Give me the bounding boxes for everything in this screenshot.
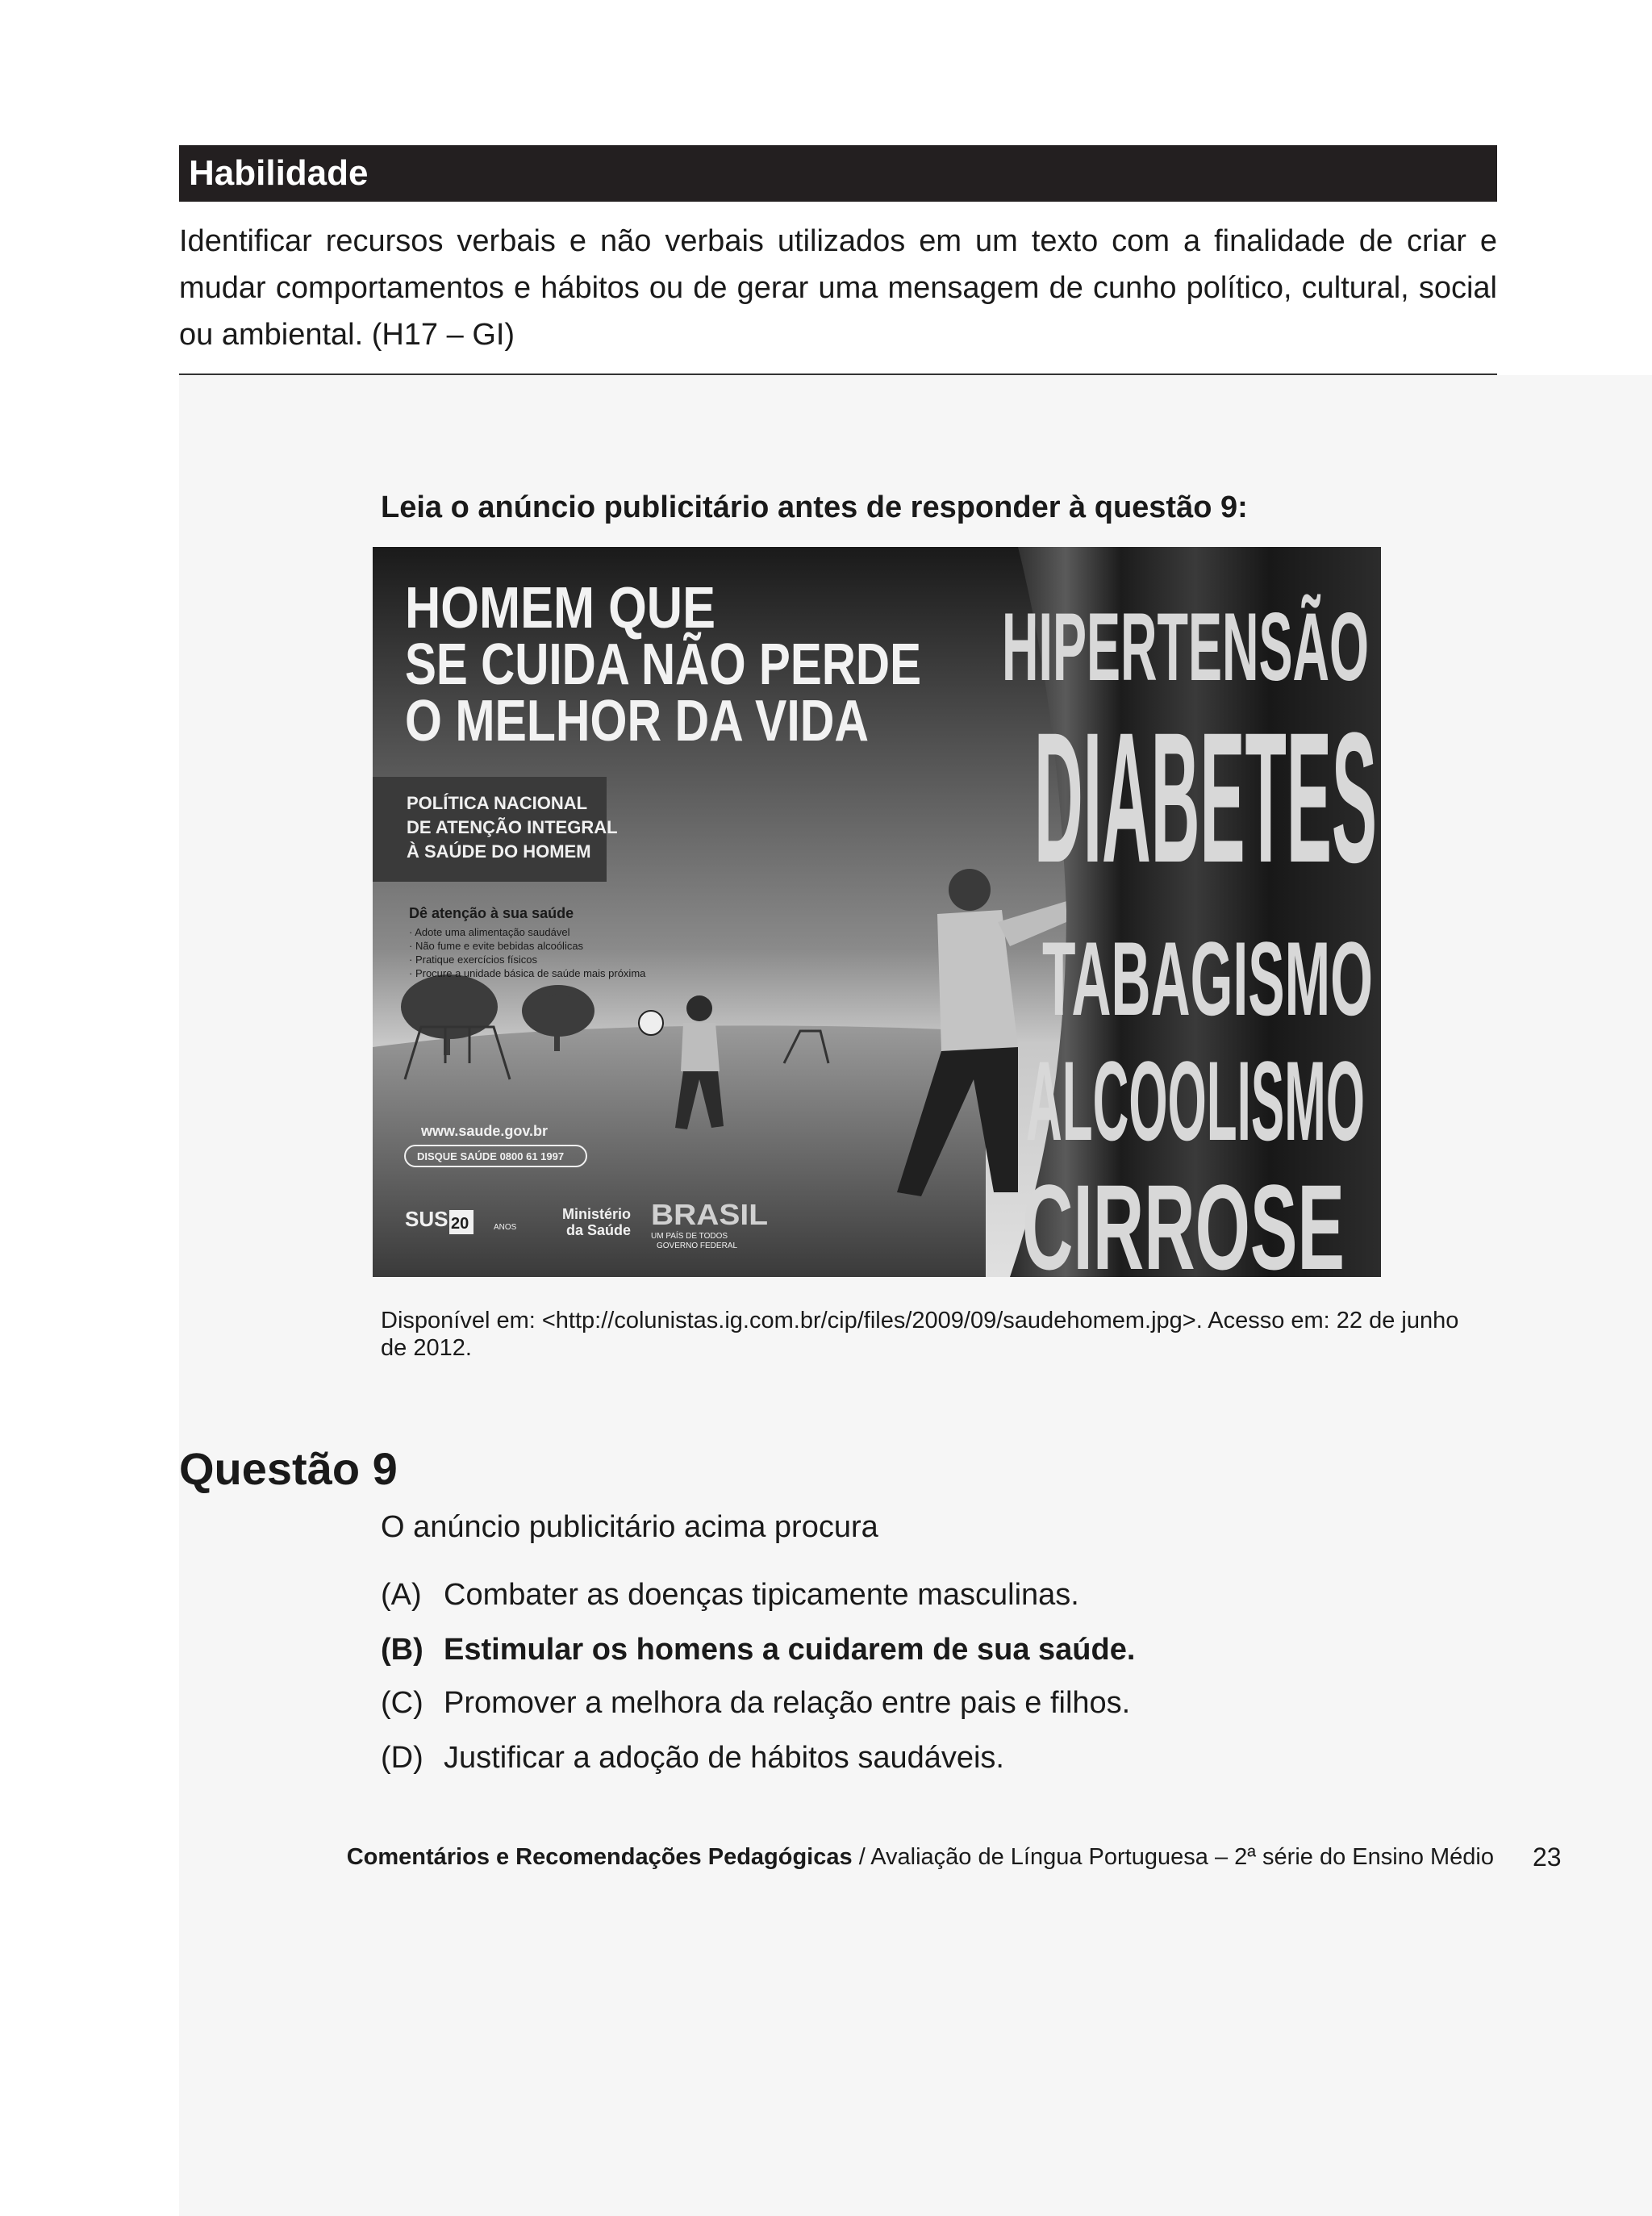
ministerio-logo: Ministério <box>562 1206 632 1222</box>
habilidade-header: Habilidade <box>179 145 1497 202</box>
brasil-sub: UM PAÍS DE TODOS <box>651 1232 728 1241</box>
option-letter: (A) <box>381 1578 422 1612</box>
option-text: Estimular os homens a cuidarem de sua saúde. <box>444 1633 1136 1667</box>
disease-word: TABAGISMO <box>1042 920 1373 1037</box>
tip-item: · Não fume e evite bebidas alcoólicas <box>409 940 584 952</box>
option-b <box>381 1633 1135 1667</box>
sus-years: 20 <box>451 1215 469 1233</box>
option-text: Promover a melhora da relação entre pais e filhos. <box>444 1686 1131 1720</box>
ad-website: www.saude.gov.br <box>421 1123 549 1139</box>
ad-headline-line: HOMEM QUE <box>405 576 715 641</box>
tips-title: Dê atenção à sua saúde <box>409 905 574 921</box>
option-text: Justificar a adoção de hábitos saudáveis. <box>444 1741 1004 1775</box>
ad-phone: DISQUE SAÚDE 0800 61 1997 <box>417 1150 565 1162</box>
tip-item: · Procure a unidade básica de saúde mais próxima <box>409 967 646 979</box>
option-text: Combater as doenças tipicamente masculinas. <box>444 1578 1079 1612</box>
option-letter: (B) <box>381 1633 423 1667</box>
advertisement-image <box>373 547 1381 1295</box>
ad-intro: Leia o anúncio publicitário antes de responder à questão 9: <box>381 490 1248 524</box>
sus-logo: SUS <box>405 1207 448 1231</box>
tip-item: · Adote uma alimentação saudável <box>409 926 570 938</box>
brasil-sub: GOVERNO FEDERAL <box>657 1242 738 1250</box>
ministerio-logo: da Saúde <box>566 1222 632 1238</box>
disease-word: CIRROSE <box>1022 1159 1345 1295</box>
footer-subtitle: / Avaliação de Língua Portuguesa – 2ª série do Ensino Médio <box>852 1844 1494 1870</box>
question-stem: O anúncio publicitário acima procura <box>381 1510 878 1544</box>
disease-word: HIPERTENSÃO <box>1002 593 1369 701</box>
footer-title: Comentários e Recomendações Pedagógicas <box>346 1844 853 1870</box>
disease-word: DIABETES <box>1034 694 1377 901</box>
disease-word: ALCOOLISMO <box>1026 1037 1365 1164</box>
ad-headline-line: O MELHOR DA VIDA <box>405 689 869 753</box>
policy-line: DE ATENÇÃO INTEGRAL <box>407 817 618 837</box>
ad-headline-line: SE CUIDA NÃO PERDE <box>405 632 1042 697</box>
source-citation: Disponível em: <http://colunistas.ig.com.br/cip/files/2009/09/saudehomem.jpg>. Acesso em: 22 de junho de 2012. <box>381 1308 1459 1361</box>
soccer-ball-icon <box>639 1011 663 1035</box>
policy-line: POLÍTICA NACIONAL <box>407 793 588 813</box>
option-letter: (C) <box>381 1686 423 1720</box>
sus-anos: ANOS <box>494 1223 517 1232</box>
option-d <box>381 1741 1004 1776</box>
option-letter: (D) <box>381 1741 423 1775</box>
brasil-logo: BRASIL <box>651 1198 768 1231</box>
divider <box>179 374 1497 375</box>
habilidade-text: Identificar recursos verbais e não verbais utilizados em um texto com a finalidade de criar e mudar comportamentos e hábitos ou de gerar uma mensagem de cunho político, cultural, social ou ambiental. (H17 – GI) <box>179 224 1497 352</box>
page-footer <box>324 1844 1494 1871</box>
question-title: Questão 9 <box>179 1443 398 1494</box>
option-a <box>381 1578 1079 1613</box>
policy-line: À SAÚDE DO HOMEM <box>407 841 591 862</box>
option-c <box>381 1686 1130 1721</box>
page-number: 23 <box>1533 1842 1562 1872</box>
tip-item: · Pratique exercícios físicos <box>409 954 537 966</box>
